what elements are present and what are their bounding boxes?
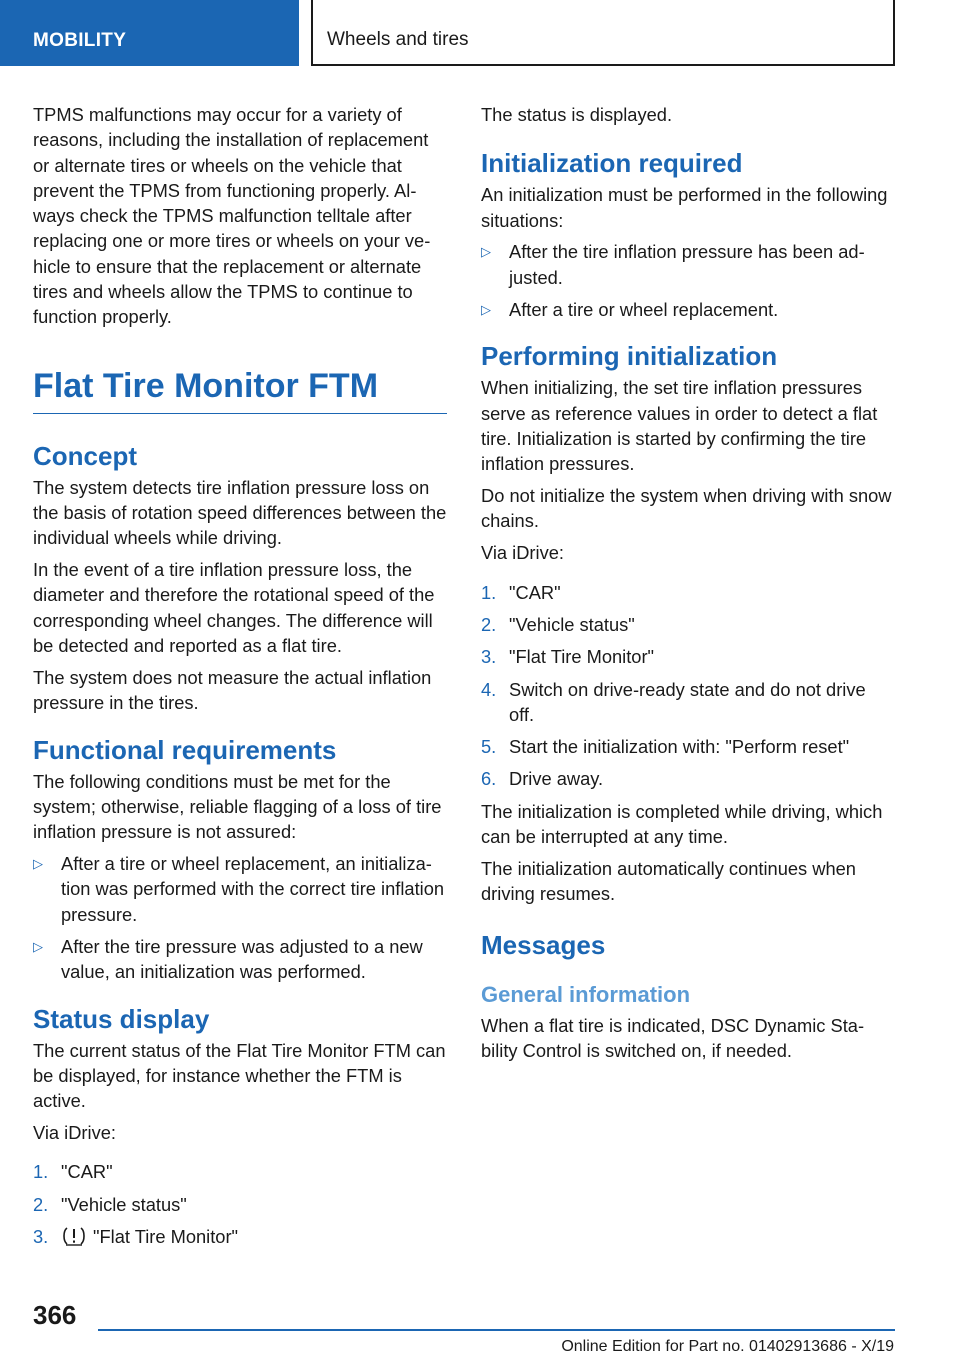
concept-heading: Concept bbox=[33, 440, 137, 471]
page-number: 366 bbox=[33, 1300, 77, 1330]
list-item-text: After the tire pressure was adjusted to a new value, an initialization was performed. bbox=[61, 935, 423, 983]
performing-p4: The initialization automatically continues when driving resumes. bbox=[481, 857, 856, 905]
step-text: Start the initialization with: "Perform reset" bbox=[509, 736, 850, 758]
general-info-heading: General information bbox=[481, 981, 691, 1007]
step-text: "Vehicle status" bbox=[61, 1193, 187, 1215]
performing-via: Via iDrive: bbox=[481, 542, 564, 564]
status-heading: Status display bbox=[33, 1003, 210, 1034]
triangle-bullet-icon: ▷ bbox=[33, 856, 43, 872]
messages-p1: When a flat tire is indicated, DSC Dynamic Stability Control is switched on, if needed. bbox=[481, 1014, 865, 1061]
step-number: 2. bbox=[33, 1193, 49, 1215]
status-p1: The current status of the Flat Tire Monitor FTM can be displayed, for instance whether the FTM is active. bbox=[33, 1039, 446, 1112]
step-text: "Flat Tire Monitor" bbox=[93, 1225, 239, 1247]
section-label: MOBILITY bbox=[33, 30, 127, 51]
step-text: Switch on drive-ready state and do not drive off. bbox=[509, 678, 866, 725]
section-tab bbox=[0, 0, 299, 66]
functional-p1: The following conditions must be met for the system; otherwise, reliable flagging of a loss of tire inflation pressure is not assured: bbox=[33, 770, 442, 843]
performing-steps bbox=[481, 580, 893, 792]
flat-tire-warning-icon bbox=[61, 1225, 87, 1247]
step-number: 3. bbox=[33, 1225, 49, 1247]
tpms-intro: TPMS malfunctions may occur for a variety of reasons, including the installation of replacement or alternate tires or wheels on the vehicle that prevent the TPMS from functioning properly. Always check the TPMS malfunction telltale after replacing one or more tires or wheels on your vehicle to ensure that the replacement or alternate tires and wheels allow the TPMS to continue to function properly. bbox=[33, 104, 431, 328]
functional-list bbox=[33, 851, 447, 984]
list-item-text: After a tire or wheel replacement. bbox=[509, 299, 779, 321]
concept-p1: The system detects tire inflation pressure loss on the basis of rotation speed differences between the individual wheels while driving. bbox=[33, 476, 447, 549]
messages-heading: Messages bbox=[481, 929, 606, 960]
step-text: "CAR" bbox=[61, 1161, 113, 1183]
right-column bbox=[481, 102, 893, 1070]
list-item-text: After the tire inflation pressure has been adjusted. bbox=[509, 241, 865, 288]
concept-p3: The system does not measure the actual inflation pressure in the tires. bbox=[33, 666, 432, 714]
step-text: "Vehicle status" bbox=[509, 613, 635, 635]
init-required-heading: Initialization required bbox=[481, 148, 743, 179]
status-displayed: The status is displayed. bbox=[481, 104, 673, 125]
triangle-bullet-icon: ▷ bbox=[33, 938, 43, 954]
list-item bbox=[33, 934, 447, 985]
chapter-label: Wheels and tires bbox=[327, 29, 469, 50]
step-item bbox=[481, 644, 893, 669]
step-number: 5. bbox=[481, 736, 497, 758]
chapter-tab bbox=[311, 0, 895, 66]
step-text: Drive away. bbox=[509, 768, 604, 790]
step-number: 3. bbox=[481, 646, 497, 668]
step-number: 4. bbox=[481, 678, 497, 700]
triangle-bullet-icon: ▷ bbox=[481, 244, 491, 260]
status-via: Via iDrive: bbox=[33, 1121, 116, 1143]
step-number: 2. bbox=[481, 613, 497, 635]
footer-rule bbox=[98, 1329, 895, 1331]
list-item bbox=[33, 851, 447, 927]
page-title: Flat Tire Monitor FTM bbox=[33, 366, 447, 414]
step-item bbox=[481, 766, 893, 791]
list-item bbox=[481, 297, 893, 322]
triangle-bullet-icon: ▷ bbox=[481, 302, 491, 318]
performing-p1: When initializing, the set tire inflation pressures serve as reference values in order to detect a flat tire. Initialization is started by confirming the tire inflation pressures. bbox=[481, 377, 878, 475]
step-item bbox=[481, 580, 893, 605]
step-number: 1. bbox=[481, 581, 497, 603]
step-item bbox=[481, 677, 893, 728]
performing-heading: Performing initialization bbox=[481, 341, 778, 372]
step-number: 1. bbox=[33, 1161, 49, 1183]
step-item bbox=[481, 734, 893, 759]
step-item bbox=[33, 1224, 447, 1249]
left-column bbox=[33, 102, 447, 1256]
step-text: "Flat Tire Monitor" bbox=[509, 646, 655, 668]
step-item bbox=[481, 612, 893, 637]
performing-p2: Do not initialize the system when driving with snow chains. bbox=[481, 485, 892, 532]
list-item-text: After a tire or wheel replacement, an initialization was performed with the correct tire inflation pressure. bbox=[61, 853, 445, 925]
concept-p2: In the event of a tire inflation pressure loss, the diameter and therefore the rotational speed of the corresponding wheel changes. The difference will be detected and reported as a flat tire. bbox=[33, 559, 435, 657]
functional-heading: Functional requirements bbox=[33, 734, 337, 765]
step-item bbox=[33, 1192, 447, 1217]
edition-note: Online Edition for Part no. 01402913686 - X/19 bbox=[561, 1338, 894, 1355]
status-steps bbox=[33, 1159, 447, 1249]
step-text: "CAR" bbox=[509, 581, 561, 603]
init-required-list bbox=[481, 239, 893, 322]
init-required-p1: An initialization must be performed in the following situations: bbox=[481, 184, 888, 231]
step-item bbox=[33, 1159, 447, 1184]
performing-p3: The initialization is completed while driving, which can be interrupted at any time. bbox=[481, 800, 883, 848]
step-number: 6. bbox=[481, 768, 497, 790]
list-item bbox=[481, 239, 893, 290]
